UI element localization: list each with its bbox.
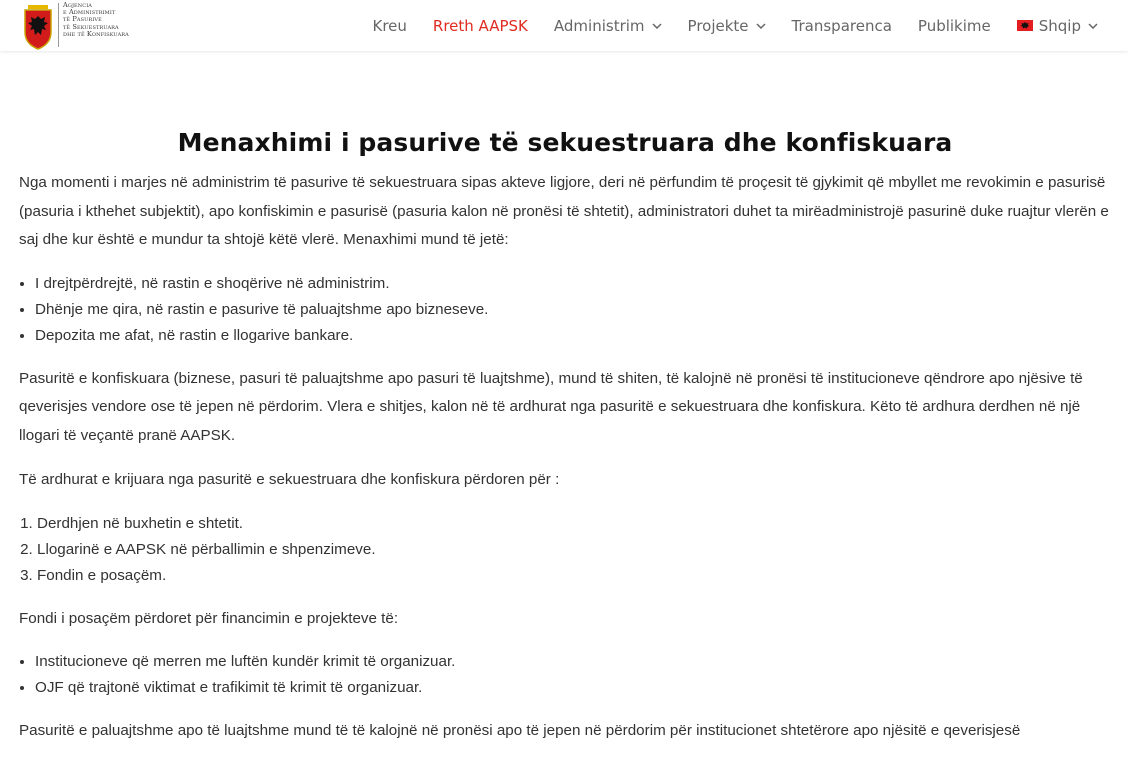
nav-item-kreu[interactable]	[372, 17, 406, 35]
nav-item-rreth-aapsk[interactable]	[433, 17, 528, 35]
nav-item-label: Projekte	[687, 16, 749, 35]
list-item: 3. Fondin e posaçëm.	[37, 563, 1111, 589]
list-item: • OJF që trajtonë viktimat e trafikimit të krimit të organizuar.	[35, 675, 1111, 701]
last-paragraph: Pasuritë e paluajtshme apo të luajtshme mund të të kalojnë në pronësi apo të jepen në përdorim për institucionet shtetërore apo njësitë e qeverisjesë	[19, 722, 1021, 739]
nav-item-label: Rreth AAPSK	[432, 16, 528, 35]
albanian-flag-icon	[1017, 20, 1033, 31]
list-item: • Dhënje me qira, në rastin e pasurive të paluajtshme apo bizneseve.	[35, 297, 1111, 323]
nav-item-label: Kreu	[372, 16, 407, 35]
list-item: • Depozita me afat, në rastin e llogarive bankare.	[35, 323, 1111, 349]
income-list	[19, 511, 1111, 589]
list-item: 1. Derdhjen në buxhetin e shtetit.	[37, 511, 1111, 537]
site-header	[0, 0, 1128, 51]
income-intro: Të ardhurat e krijuara nga pasuritë e sekuestruara dhe konfiskura përdoren për :	[19, 471, 560, 488]
agency-name-line: të Sekuestruara	[63, 22, 119, 31]
agency-name	[63, 2, 129, 38]
list-item: • Institucioneve që merren me luftën kundër krimit të organizuar.	[35, 649, 1111, 675]
page-content	[19, 118, 1111, 746]
list-item: • I drejtpërdrejtë, në rastin e shoqërive në administrim.	[35, 271, 1111, 297]
list-item: 2. Llogarinë e AAPSK në përballimin e shpenzimeve.	[37, 537, 1111, 563]
nav-item-label: Publikime	[917, 16, 991, 35]
agency-name-line: e Administrimit	[63, 8, 116, 17]
fund-list	[19, 649, 1111, 701]
nav-item-administrim[interactable]	[554, 17, 662, 35]
agency-name-line: dhe të Konfiskuara	[63, 29, 129, 38]
page-title: Menaxhimi i pasurive të sekuestruara dhe konfiskuara	[177, 128, 953, 157]
logo-divider	[58, 3, 59, 47]
albanian-emblem-icon	[22, 2, 54, 50]
chevron-down-icon	[1088, 23, 1098, 29]
fund-intro: Fondi i posaçëm përdoret për financimin e projekteve të:	[19, 609, 399, 627]
language-switcher[interactable]	[1017, 17, 1098, 35]
nav-item-transparenca[interactable]	[792, 17, 892, 35]
agency-name-line: të Pasurive	[63, 15, 102, 24]
intro-paragraph: Nga momenti i marjes në administrim të pasurive të sekuestruara sipas akteve ligjore, deri në përfundim të proçesit të gjykimit që mbyllet me revokimin e pasurisë (pasuria i kthehet subjektit), apo konfiskimin e pasurisë (pasuria kalon në pronësi të shtetit), administratori duhet ta mirëadministrojë pasurinë duke ruajtur vlerën e saj dhe kur është e mundur ta shtojë këtë vlerë. Menaxhimi mund të jetë:	[19, 174, 1109, 248]
nav-item-label: Transparenca	[791, 16, 892, 35]
main-nav	[346, 0, 1098, 51]
confiscated-paragraph: Pasuritë e konfiskuara (biznese, pasuri të paluajtshme apo pasuri të luajtshme), mund të shiten, të kalojnë në pronësi të institucioneve qëndrore apo njësive të qeverisjes vendore ose të jepen në përdorim. Vlera e shitjes, kalon në të ardhurat nga pasuritë e sekuestruara dhe konfiskura. Këto të ardhura derdhen në një llogari të veçantë pranë AAPSK.	[19, 369, 1083, 444]
language-label: Shqip	[1038, 16, 1081, 35]
chevron-down-icon	[652, 23, 662, 29]
agency-name-line: Agjencia	[63, 1, 92, 9]
nav-item-projekte[interactable]	[688, 17, 766, 35]
chevron-down-icon	[756, 23, 766, 29]
management-list	[19, 271, 1111, 349]
nav-item-label: Administrim	[553, 16, 645, 35]
nav-item-publikime[interactable]	[918, 17, 991, 35]
site-logo[interactable]	[22, 0, 129, 50]
